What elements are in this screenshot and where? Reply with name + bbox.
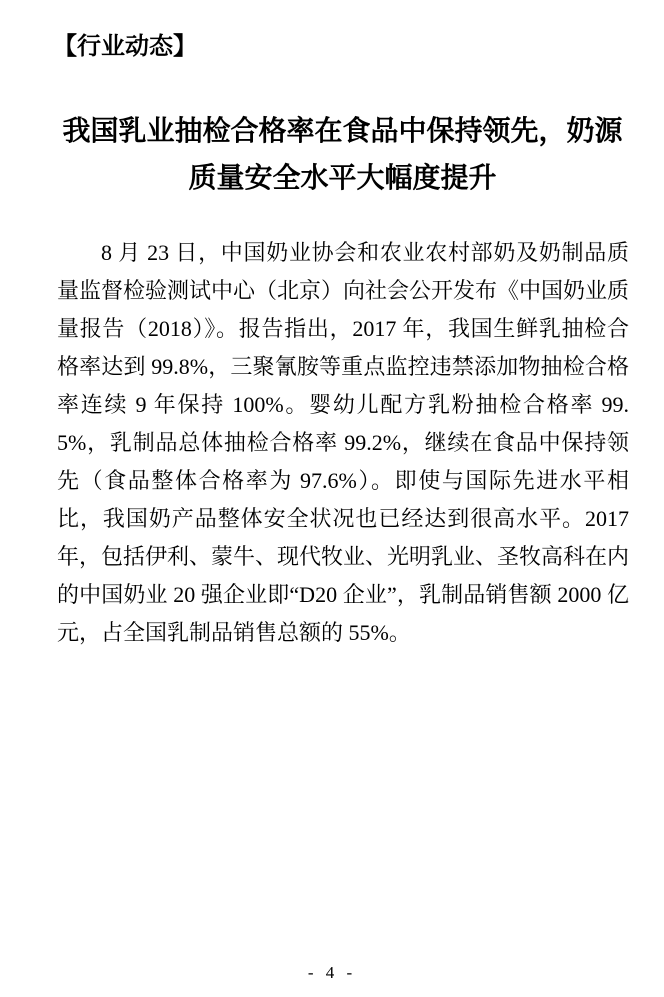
article-body-paragraph: 8 月 23 日，中国奶业协会和农业农村部奶及奶制品质量监督检验测试中心（北京）向社会公开发布《中国奶业质量报告（2018）》。报告指出，2017 年，我国生鲜乳抽检合格率达到 99.8%，三聚氰胺等重点监控违禁添加物抽检合格率连续 9 年保持 100%。婴幼儿配方乳粉抽检合格率 99.5%，乳制品总体抽检合格率 99.2%，继续在食品中保持领先（食品整体合格率为 97.6%）。即使与国际先进水平相比，我国奶产品整体安全状况也已经达到很高水平。2017 年，包括伊利、蒙牛、现代牧业、光明乳业、圣牧高科在内的中国奶业 20 强企业即“D20 企业”，乳制品销售额 2000 亿元，占全国乳制品销售总额的 55%。 [57,240,630,645]
article-title-line-2: 质量安全水平大幅度提升 [188,163,497,194]
section-header: 【行业动态】 [53,33,197,60]
article-title-line-1: 我国乳业抽检合格率在食品中保持领先，奶源 [62,116,623,147]
article-title [57,108,628,202]
page-number: - 4 - [307,963,357,982]
